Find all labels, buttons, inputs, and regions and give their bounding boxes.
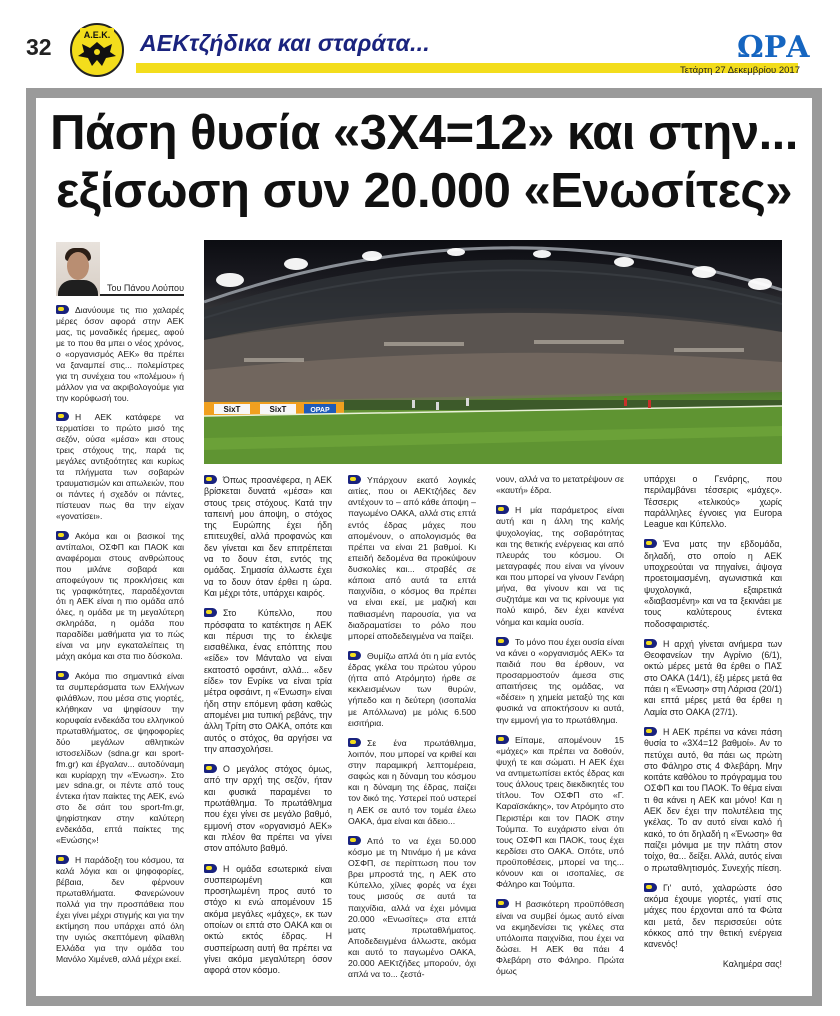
- ad-board-3: OPAP: [310, 407, 330, 414]
- section-bullet-icon: [56, 670, 72, 681]
- section-bullet-icon: [348, 474, 364, 485]
- section-title: ΑΕΚτζήδικα και σταράτα...: [140, 30, 430, 56]
- section-bullet-icon: [204, 763, 220, 774]
- paragraph: Θυμίζω απλά ότι η μία εντός έδρας γκέλα του πρώτου γύρου (ήττα από Ατρόμητο) ήρθε σε κεκλεισμένων των θυρών, γήπεδο και η δεύτερη (ισοπαλία με Απόλλωνα) με μόλις 6.500 εισιτήρια.: [348, 650, 476, 728]
- paragraph: Είπαμε, απομένουν 15 «μάχες» και πρέπει να δοθούν, ψυχή τε και σώματι. Η ΑΕΚ έχει να αντιμετωπίσει εκτός έδρας και τους άλλους τρεις διεκδικητές του τίτλου. Τον ΟΣΦΠ στο «Γ. Καραϊσκάκης», τον Ατρόμητο στο Περιστέρι και τον ΠΑΟΚ στην Τούμπα. Το ευχάριστο είναι ότι τους ΟΣΦΠ και ΠΑΟΚ, τους έχει κερδίσει στο ΟΑΚΑ. Οπότε, υπό προϋποθέσεις, μπορεί να της... κόνουν και οι ισοπαλίες, σε Φάληρο και Τούμπα.: [496, 734, 624, 890]
- author-byline: Του Πάνου Λούπου: [100, 282, 184, 296]
- paragraph: Γι' αυτό, χαλαρώστε όσο ακόμα έχουμε γιορτές, γιατί στις μάχες που έρχονται από τα Φώτα και μετά, δεν περισσεύει ούτε κόκκος από την θετική ενέργεια κανενός!: [644, 882, 782, 950]
- paragraph: Όπως προανέφερα, η ΑΕΚ βρίσκεται δυνατά «μέσα» και στους τρεις στόχους. Κατά την ταπεινή μου άποψη, ο στόχος της Ευρώπης έχει ήδη επιτευχθεί, αλλά προφανώς και δεν γίνεται και δεν επιτρέπεται να το δουν έτσι, εντός της ομάδας. Σημασία άλλωστε έχει να το δουν όταν έρθει η ώρα. Και μέχρι τότε, υπάρχει καιρός.: [204, 475, 332, 598]
- paragraph: Ακόμα πιο σημαντικά είναι τα συμπεράσματα των Ελλήνων φιλάθλων, που μέσα στις γιορτές, κλήθηκαν να ψηφίσουν την κορυφαία ενδεκάδα του ελληνικού πρωταθλήματος, σε ψηφοφορίες δύο μεγάλων αθλητικών ιστοσελίδων (sdna.gr και sport-fm.gr) και έβγαλαν... αυτοδύναμη και κυρίαρχη την «Ένωση». Στο μεν sdna.gr, οι πέντε από τους έντεκα ήταν παίκτες της ΑΕΚ, ενώ στο δε σάιτ του sport-fm.gr, ψηφίστηκαν στην καλύτερη ενδεκάδα, επτά παίκτες της «Ενώσης»!: [56, 671, 184, 846]
- text-column-5: [644, 474, 782, 978]
- paragraph: Από το να έχει 50.000 κόσμο με τη Ντινάμο ή με κάνα ΟΣΦΠ, σε περίπτωση που τον βρει μπροστά της, η ΑΕΚ στο Κύπελλο, χίλιες φορές να έχει τους μισούς σε αυτά τα παιχνίδια, αλλά να έχει μόνιμα 20.000 «Ενωσίτες» στα επτά ματς πρωταθλήματος. Αποδεδειγμένα άλλωστε, ακόμα και αυτό το παγωμένο ΟΑΚΑ, 20.000 ΑΕΚτζήδες μπορούν, όχι απλά να το... ζεστά-: [348, 835, 476, 980]
- paragraph: υπάρχει ο Γενάρης, που περιλαμβάνει τέσσερις «μάχες». Τέσσερις «τελικούς» χωρίς παράλληλες έγνοιες για Europa League και Κύπελλο.: [644, 474, 782, 530]
- svg-text:Α.Ε.Κ.: Α.Ε.Κ.: [83, 30, 111, 40]
- ad-board-2: SixT: [269, 405, 287, 414]
- section-bullet-icon: [56, 411, 72, 422]
- section-bullet-icon: [348, 650, 364, 661]
- paragraph: Η ομάδα εσωτερικά είναι συσπειρωμένη και προσηλωμένη προς αυτό το στόχο κι ενώ απομένουν 15 ακόμα μεγάλες «μάχες», εκ των οποίων οι επτά στο ΟΑΚΑ και οι οκτώ εκτός έδρας. Η συσπείρωση αυτή θα πρέπει να γίνει ακόμα μεγαλύτερη όσον αφορά στον κόσμο.: [204, 863, 332, 976]
- paragraph: Ο μεγάλος στόχος όμως, από την αρχή της σεζόν, ήταν και φυσικά παραμένει το πρωτάθλημα. Το πρωτάθλημα που έχει γίνει σε μεγάλο βαθμό, εμμονή στον «οργανισμό ΑΕΚ» και πλέον θα πρέπει να γίνει στον απόλυτο βαθμό.: [204, 764, 332, 854]
- paragraph: Η παράδοξη του κόσμου, τα καλά λόγια και οι ψηφοφορίες, βέβαια, δεν φέρνουν πρωταθλήματα. Φανερώνουν πολλά για την προσπάθεια που έχει γίνει μέχρι στιγμής και για την εκτίμηση που υπάρχει από όλη την υγιώς σκεπτόμενη φίλαθλη Ελλάδα για την ομάδα του Μανόλο Χιμένεθ, αλλά μέχρι εκεί.: [56, 855, 184, 964]
- paragraph: Η ΑΕΚ κατάφερε να τερματίσει το πρώτο μισό της σεζόν, ούσα «μέσα» και στους τρεις στόχους της, παρά τις μεγάλες αντιξοότητες και κυρίως τα πλήγματα των σοβαρών τραυματισμών και απωλειών, που οι πάντες ή σχεδόν οι πάντες, πίστευαν πως θα την είχαν «γονατίσει».: [56, 412, 185, 521]
- paragraph: Σε ένα πρωτάθλημα, λοιπόν, που μπορεί να κριθεί και στην παραμικρή λεπτομέρεια, σαφώς και η δύναμη του κόσμου και η δύναμη της έδρας, παίζει τον δικό της. Υστερεί πού υστερεί η ΑΕΚ σε αυτό τον τομέα έλεω ΟΑΚΑ, άμα είναι και άδειο...: [348, 737, 476, 826]
- paragraph: Ένα ματς την εβδομάδα, δηλαδή, στο οποίο η ΑΕΚ υποχρεούται να πηγαίνει, άψογα προετοιμασμένη, αγωνιστικά και ψυχολογικά, εξαιρετικά «διαβασμένη» και να τα ξεκινάει με τους καλύτερους έντεκα ποδοσφαιριστές.: [644, 539, 782, 629]
- paragraph: νουν, αλλά να το μετατρέψουν σε «καυτή» έδρα.: [496, 474, 624, 496]
- article-body: [36, 98, 812, 996]
- section-bullet-icon: [56, 530, 72, 541]
- ad-board-1: SixT: [223, 405, 241, 414]
- text-column-2: [204, 474, 332, 984]
- paragraph: Η μία παράμετρος είναι αυτή και η άλλη της καλής ψυχολογίας, της σοβαρότητας και της θετικής ενέργειας και από πλευράς του κόσμου. Οι μεταγραφές που είναι να γίνουν και που μπορεί να γίνουν Γενάρη μήνα, θα γίνουν και να τις συζητάμε και να τις κρίνουμε για πολύ καιρό, δεν έχει κανένα νόημα και καμία ουσία.: [496, 505, 624, 627]
- paragraph: Η βασικότερη προϋπόθεση είναι να συμβεί όμως αυτό είναι να εκμηδενίσει τις γκέλες στα υπόλοιπα παιχνίδια, που έχει να δώσει. Η ΑΕΚ θα πάει 4 Φλεβάρη στο Φάληρο. Πρώτα όμως: [496, 899, 624, 977]
- paragraph: Το μόνο που έχει ουσία είναι να κάνει ο «οργανισμός ΑΕΚ» τα παιδιά που θα έρθουν, να προσαρμοστούν άμεσα στις απαιτήσεις της ομάδας, να «δέσει» η χημεία μεταξύ της και φυσικά να αποκτήσουν κι αυτά, την εμμονή για το πρωτάθλημα.: [496, 636, 624, 725]
- section-bullet-icon: [204, 607, 220, 618]
- section-bullet-icon: [204, 474, 220, 485]
- section-bullet-icon: [644, 882, 660, 893]
- paragraph: Υπάρχουν εκατό λογικές αιτίες, που οι ΑΕΚτζήδες δεν αντέχουν το – από κάθε άποψη – παγωμένο ΟΑΚΑ, αλλά στις επτά εντός έδρας μάχες που απομένουν, ο απολογισμός θα πρέπει να είναι 21 βαθμοί. Κι επειδή δεδομένα θα προκύψουν δυσκολίες και... στραβές σε κάποια από αυτά τα επτά παιχνίδια, ο κόσμος θα πρέπει να είναι εκεί, με μαζική και παθιασμένη παρουσία, για να διαδραματίσει το ρόλο που μπορεί αποδεδειγμένα να παίξει.: [348, 475, 476, 641]
- closing-line: Καλημέρα σας!: [722, 958, 782, 969]
- article-headline: [36, 104, 812, 220]
- page-number: 32: [26, 34, 52, 60]
- section-bullet-icon: [204, 863, 220, 874]
- section-bullet-icon: [496, 636, 512, 647]
- section-bullet-icon: [496, 504, 512, 515]
- text-column-4: [496, 474, 624, 985]
- section-bullet-icon: [644, 538, 660, 549]
- section-bullet-icon: [644, 726, 660, 737]
- article-frame: [26, 88, 822, 1006]
- section-bullet-icon: [644, 638, 660, 649]
- section-bullet-icon: [496, 898, 512, 909]
- page-header: [0, 0, 840, 80]
- paragraph: Στο Κύπελλο, που πρόσφατα το κατέκτησε η ΑΕΚ και πέρυσι της το έκλεψε εισαθέλικα, ένας επόπτης που «είδε» τον Μάνταλο να είναι εκατοστό οφσάιντ, αλλά... «δεν είδε» τον Ενρίκε να είναι τρία μέτρα οφσάιντ, η «Ένωση» είναι ήδη στην επόμενη φάση καθώς απομένει μια τυπική ρεβάνς, την άλλη Τρίτη στο ΟΑΚΑ, οπότε και αυτός ο στόχος, θα αργήσει να την απασχολήσει.: [204, 608, 332, 754]
- paragraph: Διανύουμε τις πιο χαλαρές μέρες όσον αφορά στην ΑΕΚ μας, τις μοναδικές ήρεμες, αφού με το που θα μπει ο νέος χρόνος, ο «οργανισμός ΑΕΚ» θα πρέπει να ξαναμπεί στις... πολεμίστρες για τη συνέχεια του «πολέμου» ή μάλλον για να ακριβολογούμε για την κορύφωσή του.: [56, 305, 184, 403]
- newspaper-brand: ΩΡΑ: [737, 30, 810, 65]
- section-bullet-icon: [56, 304, 72, 315]
- text-column-3: [348, 474, 476, 988]
- paragraph: Η ΑΕΚ πρέπει να κάνει πάση θυσία το «3Χ4=12 βαθμοί». Αν το πετύχει αυτό, θα πάει ως πρώτη στο Φάληρο στις 4 Φλεβάρη. Μην κοιτάτε καθόλου το πρόγραμμα του ΟΣΦΠ και του ΠΑΟΚ. Το θέμα είναι τι θα κάνει η ΑΕΚ και μόνο! Και η ΑΕΚ δεν έχει την πολυτέλεια της γκέλας. Το αν αυτό είναι καλό ή κακό, το ότι δηλαδή η «Ένωση» θα παίζει μόνιμα με την πλάτη στον τοίχο, θα... δείξει. Αλλά, αυτός είναι ο πρωταθλητισμός. Συνεχής πίεση.: [644, 726, 782, 873]
- author-photo: [56, 242, 100, 296]
- section-bullet-icon: [348, 835, 364, 846]
- issue-date: Τετάρτη 27 Δεκεμβρίου 2017: [680, 65, 801, 76]
- section-bullet-icon: [348, 737, 364, 748]
- paragraph: Η αρχή γίνεται ανήμερα των Θεοφανείων την Αγρίνιο (6/1), οκτώ μέρες μετά θα έρθει ο ΠΑΣ στο ΟΑΚΑ (14/1), έξι μέρες μετά θα πάει η «Ένωση» στη Λάρισα (20/1) και επτά μέρες μετά θα έρθει η Λαμία στο ΟΑΚΑ (27/1).: [644, 638, 782, 717]
- aek-logo: [68, 22, 126, 78]
- text-column-1: [56, 304, 184, 972]
- paragraph: Ακόμα και οι βασικοί της αντίπαλοι, ΟΣΦΠ και ΠΑΟΚ και αναφέρομαι στους ανθρώπους που μιλάνε σοβαρά και αποφεύγουν τις προκλήσεις και τις γραφικότητες, παραδέχονται ότι η ΑΕΚ είναι η πιο ομάδα από όλες, η ομάδα με τη μεγαλύτερη σκληράδα, η ομάδα που παραδίδει μαθήματα για το πώς είναι να μην εγκαταλείπεις τη μάχη ακόμα και στα πιο δύσκολα.: [56, 530, 184, 662]
- headline-line-2: εξίσωση συν 20.000 «Ενωσίτες»: [55, 164, 793, 218]
- section-bullet-icon: [496, 734, 512, 745]
- stadium-photo: [204, 240, 782, 464]
- headline-line-1: Πάση θυσία «3Χ4=12» και στην...: [50, 106, 798, 160]
- section-bullet-icon: [56, 854, 72, 865]
